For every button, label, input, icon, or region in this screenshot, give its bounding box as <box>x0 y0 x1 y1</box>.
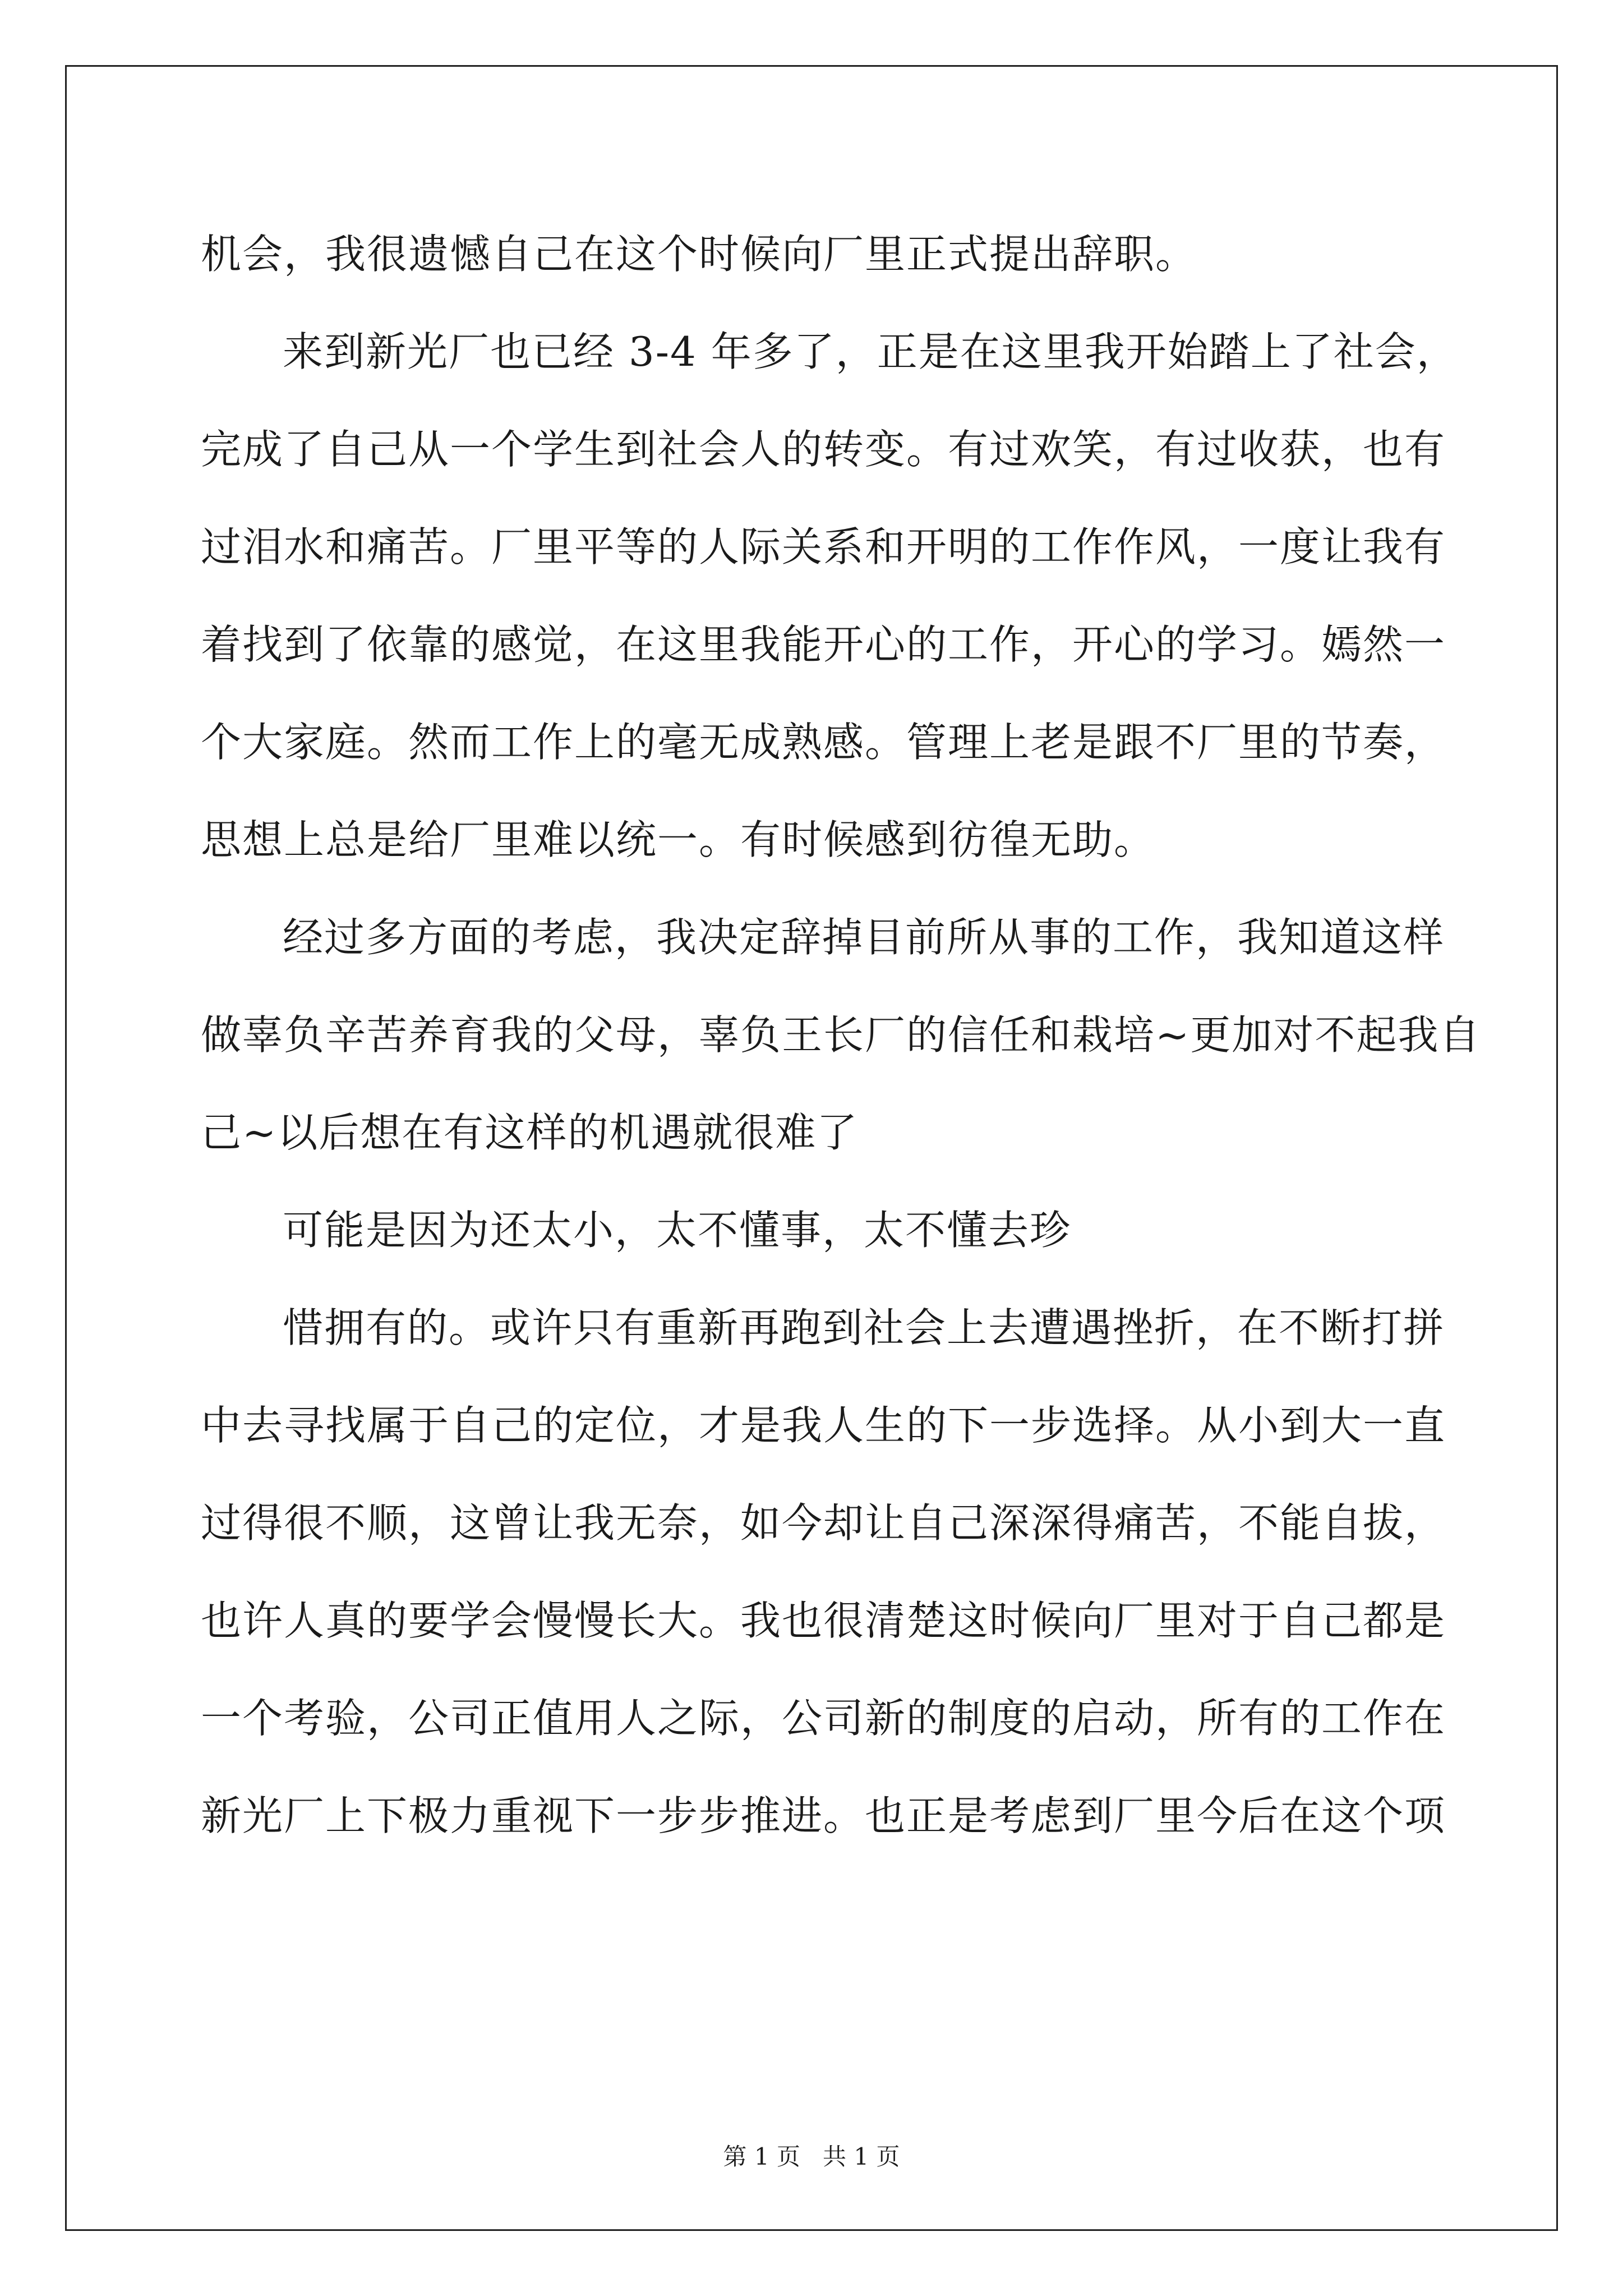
document-body <box>201 205 1481 1865</box>
paragraph-line: 着找到了依靠的感觉，在这里我能开心的工作，开心的学习。嫣然一 <box>201 621 1446 668</box>
paragraph-line: 可能是因为还太小，太不懂事，太不懂去珍 <box>283 1207 1072 1254</box>
paragraph-line: 个大家庭。然而工作上的毫无成熟感。管理上老是跟不厂里的节奏， <box>201 719 1446 766</box>
page-footer: 第 1 页 共 1 页 <box>723 2143 900 2170</box>
paragraph-line: 己~以后想在有这样的机遇就很难了 <box>201 1109 859 1156</box>
paragraph-line: 做辜负辛苦养育我的父母，辜负王长厂的信任和栽培~更加对不起我自 <box>201 1011 1481 1059</box>
paragraph-line: 过得很不顺，这曾让我无奈，如今却让自己深深得痛苦，不能自拔， <box>201 1499 1446 1547</box>
paragraph-line: 经过多方面的考虑，我决定辞掉目前所从事的工作，我知道这样 <box>283 914 1445 961</box>
paragraph-line: 来到新光厂也已经 3-4 年多了，正是在这里我开始踏上了社会， <box>283 328 1458 375</box>
paragraph-line: 新光厂上下极力重视下一步步推进。也正是考虑到厂里今后在这个项 <box>201 1792 1446 1839</box>
paragraph-line: 中去寻找属于自己的定位，才是我人生的下一步选择。从小到大一直 <box>201 1402 1446 1449</box>
paragraph-line: 也许人真的要学会慢慢长大。我也很清楚这时候向厂里对于自己都是 <box>201 1597 1446 1644</box>
paragraph-line: 完成了自己从一个学生到社会人的转变。有过欢笑，有过收获，也有 <box>201 426 1446 473</box>
paragraph-line: 惜拥有的。或许只有重新再跑到社会上去遭遇挫折，在不断打拼 <box>283 1304 1445 1351</box>
paragraph-line: 过泪水和痛苦。厂里平等的人际关系和开明的工作作风，一度让我有 <box>201 523 1446 570</box>
paragraph-line: 思想上总是给厂里难以统一。有时候感到彷徨无助。 <box>201 816 1156 863</box>
paragraph-line: 一个考验，公司正值用人之际，公司新的制度的启动，所有的工作在 <box>201 1695 1446 1742</box>
paragraph-line: 机会，我很遗憾自己在这个时候向厂里正式提出辞职。 <box>201 231 1197 278</box>
